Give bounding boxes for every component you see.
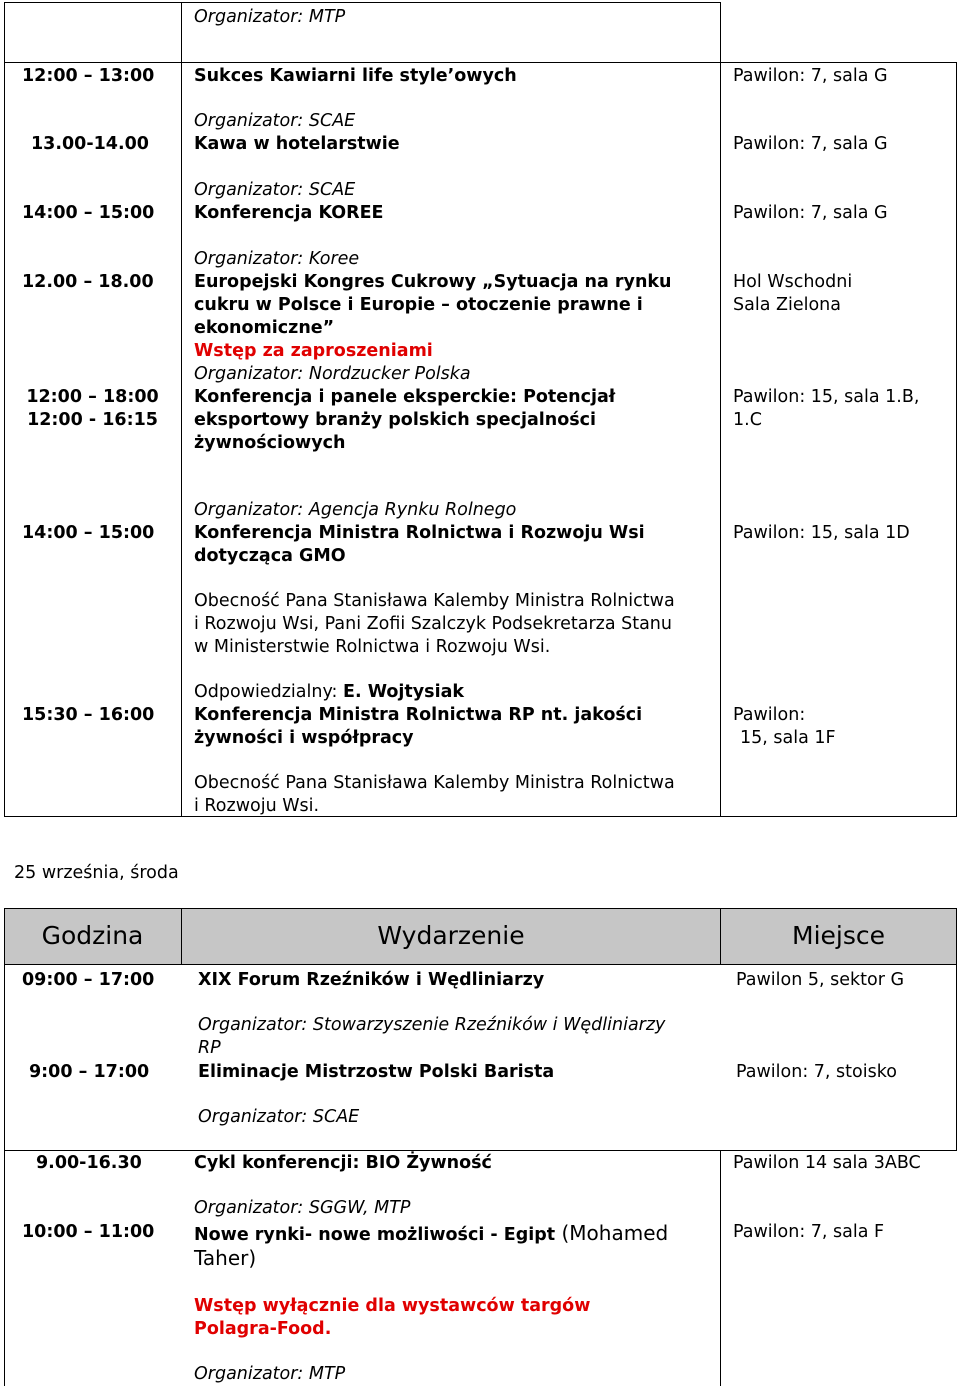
- org-text-line: Organizator: Stowarzyszenie Rzeźników i Wędliniarzy: [198, 1015, 666, 1035]
- header-place: Miejsce: [792, 921, 885, 950]
- event-title-line: eksportowy branży polskich specjalności: [194, 410, 597, 430]
- org-text: Organizator: Agencja Rynku Rolnego: [194, 500, 517, 520]
- header-time: Godzina: [41, 921, 144, 950]
- org-text: Organizator: SCAE: [194, 180, 356, 200]
- event-title: Konferencja KOREE: [194, 203, 384, 223]
- event-title: XIX Forum Rzeźników i Wędliniarzy: [198, 970, 545, 990]
- event-place: Pawilon: 7, sala F: [733, 1222, 885, 1242]
- table2-left-lower: [4, 1150, 5, 1386]
- event-time: 14:00 – 15:00: [22, 523, 155, 543]
- event-place-line: Pawilon:: [733, 705, 806, 725]
- event-title: Sukces Kawiarni life style’owych: [194, 66, 517, 86]
- table2-divider-3: [956, 908, 957, 1150]
- table2-border-left: [4, 908, 5, 1150]
- event-desc-line: Obecność Pana Stanisława Kalemby Ministra Rolnictwa: [194, 773, 675, 793]
- event-place-line: Sala Zielona: [733, 295, 841, 315]
- org-text: Organizator: MTP: [194, 7, 346, 27]
- responsible-name: E. Wojtysiak: [343, 682, 465, 702]
- table1-divider-2: [720, 2, 721, 816]
- event-title: Cykl konferencji: BIO Żywność: [194, 1153, 492, 1173]
- event-title: Kawa w hotelarstwie: [194, 134, 400, 154]
- table1-border-bottom: [4, 816, 957, 817]
- org-text-line: RP: [198, 1038, 221, 1058]
- event-place-line: Hol Wschodni: [733, 272, 853, 292]
- event-time: 12:00 - 16:15: [27, 410, 158, 430]
- entry-note-line: Polagra-Food.: [194, 1319, 332, 1339]
- org-text: Organizator: SGGW, MTP: [194, 1198, 411, 1218]
- table2-header-bottom: [4, 964, 957, 965]
- event-place: Pawilon: 7, stoisko: [736, 1062, 897, 1082]
- table2-border-top: [4, 908, 957, 909]
- event-desc-line: Obecność Pana Stanisława Kalemby Ministra Rolnictwa: [194, 591, 675, 611]
- event-title-line: cukru w Polsce i Europie – otoczenie prawne i: [194, 295, 643, 315]
- table1-row-line: [4, 62, 957, 63]
- event-place: Pawilon: 7, sala G: [733, 66, 888, 86]
- event-place: Pawilon: 15, sala 1D: [733, 523, 910, 543]
- event-title-line: dotycząca GMO: [194, 546, 346, 566]
- event-title-line: [194, 1221, 668, 1247]
- event-title-line: Konferencja Ministra Rolnictwa RP nt. jakości: [194, 705, 643, 725]
- responsible-label: Odpowiedzialny:: [194, 682, 344, 702]
- event-place-line: 15, sala 1F: [740, 728, 836, 748]
- org-text: Organizator: Koree: [194, 249, 360, 269]
- event-place-line: Pawilon: 15, sala 1.B,: [733, 387, 920, 407]
- table2-row-line: [4, 1150, 957, 1151]
- event-time: 9.00-16.30: [36, 1153, 142, 1173]
- event-title-bold: Nowe rynki- nowe możliwości - Egipt: [194, 1225, 556, 1245]
- event-title-line: Taher): [194, 1246, 257, 1270]
- event-time: 15:30 – 16:00: [22, 705, 155, 725]
- event-place: Pawilon 5, sektor G: [736, 970, 905, 990]
- event-time: 10:00 – 11:00: [22, 1222, 155, 1242]
- event-desc-line: i Rozwoju Wsi.: [194, 796, 320, 816]
- table1-border-top: [4, 2, 720, 3]
- event-time: 12:00 – 18:00: [26, 387, 159, 407]
- event-time: 14:00 – 15:00: [22, 203, 155, 223]
- org-text: Organizator: SCAE: [194, 111, 356, 131]
- table2-divider-2: [720, 908, 721, 964]
- responsible-text: [194, 681, 464, 704]
- event-place: Pawilon: 7, sala G: [733, 134, 888, 154]
- event-title-speaker: (Mohamed: [555, 1221, 669, 1245]
- event-time: 13.00-14.00: [31, 134, 149, 154]
- event-place-line: 1.C: [733, 410, 762, 430]
- event-time: 12:00 – 13:00: [22, 66, 155, 86]
- table2-divider-lower: [720, 1150, 721, 1386]
- entry-note-line: Wstęp wyłącznie dla wystawców targów: [194, 1296, 591, 1316]
- day-heading: 25 września, środa: [14, 863, 179, 883]
- event-title-line: Europejski Kongres Cukrowy „Sytuacja na rynku: [194, 272, 672, 292]
- event-title-line: żywnościowych: [194, 433, 346, 453]
- event-place: Pawilon 14 sala 3ABC: [733, 1153, 921, 1173]
- header-event: Wydarzenie: [377, 921, 525, 950]
- event-place: Pawilon: 7, sala G: [733, 203, 888, 223]
- event-time: 09:00 – 17:00: [22, 970, 155, 990]
- event-title-line: Konferencja Ministra Rolnictwa i Rozwoju Wsi: [194, 523, 645, 543]
- org-text: Organizator: SCAE: [198, 1107, 360, 1127]
- entry-note: Wstęp za zaproszeniami: [194, 341, 433, 361]
- event-title: Eliminacje Mistrzostw Polski Barista: [198, 1062, 555, 1082]
- event-title-line: żywności i współpracy: [194, 728, 414, 748]
- event-desc-line: i Rozwoju Wsi, Pani Zofii Szalczyk Podsekretarza Stanu: [194, 614, 672, 634]
- table2-divider-1: [181, 908, 182, 964]
- event-time: 9:00 – 17:00: [29, 1062, 150, 1082]
- event-title-line: Konferencja i panele eksperckie: Potencjał: [194, 387, 616, 407]
- event-desc-line: w Ministerstwie Rolnictwa i Rozwoju Wsi.: [194, 637, 551, 657]
- table1-divider-3: [956, 62, 957, 816]
- event-title-line: ekonomiczne”: [194, 318, 335, 338]
- org-text: Organizator: MTP: [194, 1364, 346, 1384]
- org-text: Organizator: Nordzucker Polska: [194, 364, 471, 384]
- table1-divider-1: [181, 2, 182, 816]
- event-time: 12.00 – 18.00: [22, 272, 154, 292]
